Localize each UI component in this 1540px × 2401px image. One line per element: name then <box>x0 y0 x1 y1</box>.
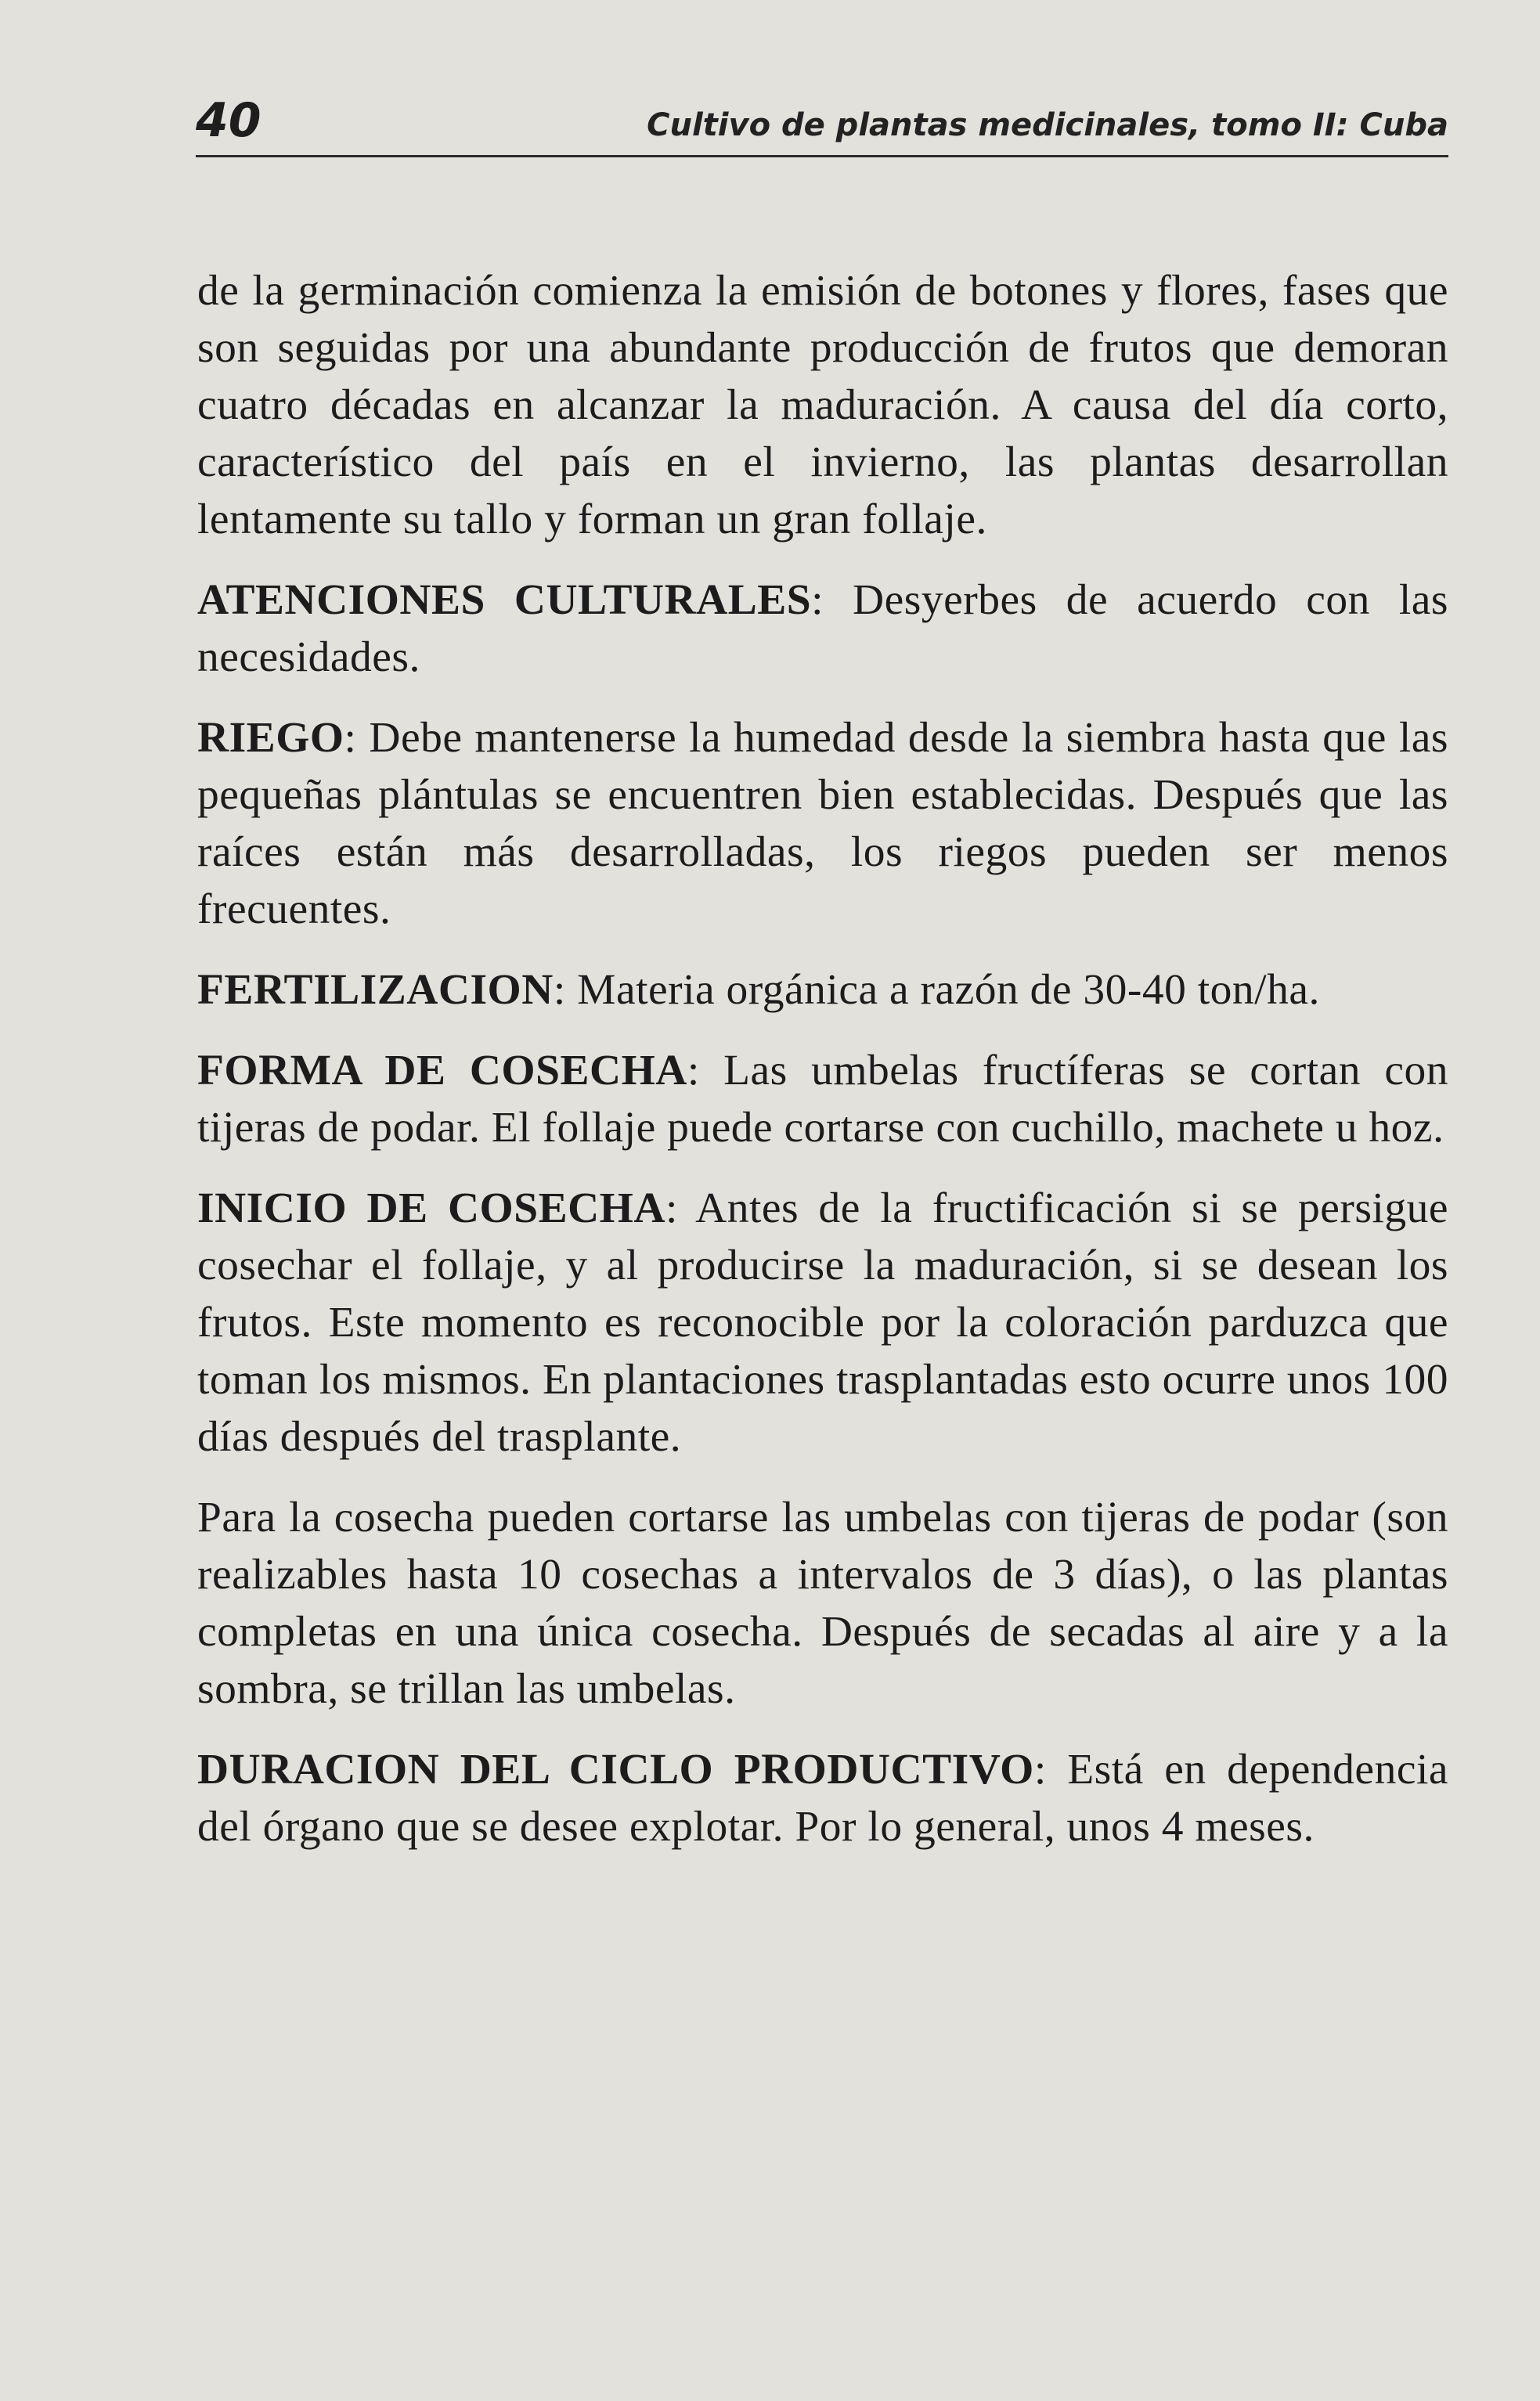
paragraph-cosecha-umbelas <box>197 1489 1448 1718</box>
paragraph-inicio-de-cosecha <box>197 1180 1448 1465</box>
section-term: RIEGO <box>197 714 344 762</box>
paragraph-text: Está en dependencia del órgano que se desee explotar. Por lo general, unos 4 meses. <box>197 1746 1449 1851</box>
term-separator: : <box>553 966 566 1014</box>
paragraph-text: Materia orgánica a razón de 30-40 ton/ha. <box>565 966 1320 1014</box>
body-text <box>197 262 1448 1879</box>
term-separator: : <box>344 714 357 762</box>
page-header <box>196 92 1448 157</box>
term-separator: : <box>811 576 824 624</box>
section-term: ATENCIONES CULTURALES <box>197 576 812 624</box>
section-term: INICIO DE COSECHA <box>197 1184 665 1232</box>
paragraph-fertilizacion <box>197 961 1448 1018</box>
paragraph-text: Antes de la fructificación si se persigue cosechar el follaje, y al producirse la maduración, si se desean los frutos. Este momento es reconocible por la coloración parduzca que toman los mismos. En plantaciones trasplantadas esto ocurre unos 100 días después del trasplante. <box>197 1184 1448 1461</box>
paragraph-text: Las umbelas fructíferas se cortan con tijeras de podar. El follaje puede cortarse con cuchillo, machete u hoz. <box>197 1047 1448 1152</box>
page-number: 40 <box>196 93 261 148</box>
section-term: DURACION DEL CICLO PRODUCTIVO <box>197 1746 1034 1794</box>
paragraph-atenciones-culturales <box>197 571 1448 686</box>
paragraph-duracion-ciclo <box>197 1741 1448 1855</box>
section-term: FERTILIZACION <box>197 966 554 1014</box>
paragraph-text: Para la cosecha pueden cortarse las umbelas con tijeras de podar (son realizables hasta 10 cosechas a intervalos de 3 días), o las plantas completas en una única cosecha. Después de secadas al aire y a la sombra, se trillan las umbelas. <box>197 1494 1448 1713</box>
paragraph-text: Debe mantenerse la humedad desde la siembra hasta que las pequeñas plántulas se encuentren bien establecidas. Después que las raíces están más desarrolladas, los riegos pueden ser menos frecuentes. <box>197 714 1448 933</box>
running-title: Cultivo de plantas medicinales, tomo II: Cuba <box>647 107 1448 143</box>
paragraph-germinacion <box>197 262 1448 548</box>
paragraph-riego <box>197 709 1448 938</box>
term-separator: : <box>687 1047 700 1094</box>
term-separator: : <box>1033 1746 1047 1794</box>
section-term: FORMA DE COSECHA <box>197 1047 687 1094</box>
term-separator: : <box>665 1184 678 1232</box>
paragraph-text: Desyerbes de acuerdo con las necesidades. <box>197 576 1448 681</box>
paragraph-forma-de-cosecha <box>197 1042 1448 1156</box>
paragraph-text: de la germinación comienza la emisión de botones y flores, fases que son seguidas por una abundante producción de frutos que demoran cuatro décadas en alcanzar la maduración. A causa del día corto, característico del país en el invierno, las plantas desarrollan lentamente su tallo y forman un gran follaje. <box>197 267 1448 543</box>
